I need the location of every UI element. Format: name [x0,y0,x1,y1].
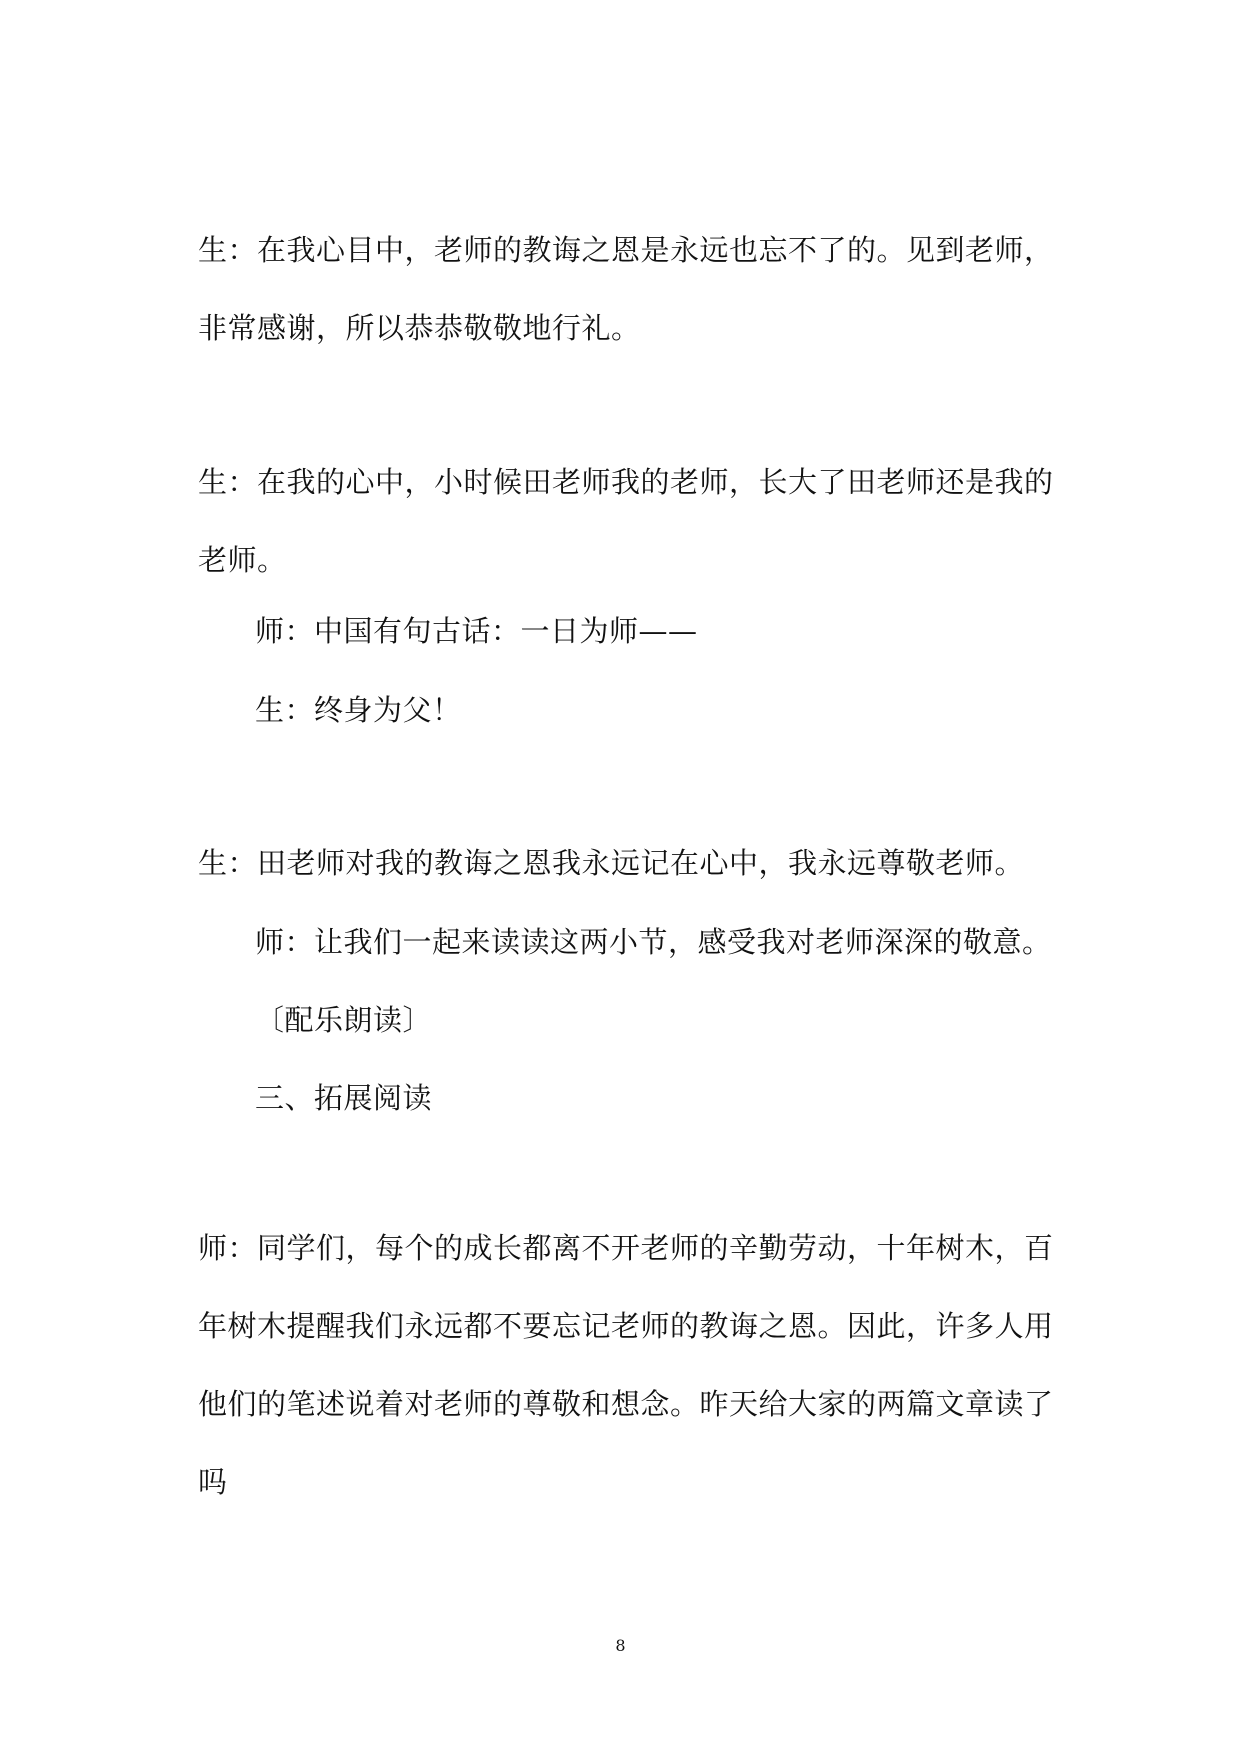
paragraph-1-line-1: 生：在我心目中，老师的教诲之恩是永远也忘不了的。见到老师， [198,233,1054,267]
paragraph-4-line-1: 生：终身为父！ [255,693,462,727]
page-number: 8 [615,1636,626,1655]
paragraph-7-line-1: 〔配乐朗读〕 [255,1003,433,1037]
paragraph-9-line-1: 师：同学们，每个的成长都离不开老师的辛勤劳动，十年树木，百 [198,1231,1054,1265]
paragraph-2-line-1: 生：在我的心中，小时候田老师我的老师，长大了田老师还是我的 [198,465,1054,499]
paragraph-9-line-4: 吗 [198,1465,228,1499]
paragraph-2-line-2: 老师。 [198,543,287,577]
paragraph-5-line-1: 生：田老师对我的教诲之恩我永远记在心中，我永远尊敬老师。 [198,846,1025,880]
section-heading: 三、拓展阅读 [255,1081,433,1115]
paragraph-3-line-1: 师：中国有句古话：一日为师—— [255,614,698,648]
paragraph-6-line-1: 师：让我们一起来读读这两小节，感受我对老师深深的敬意。 [255,925,1052,959]
paragraph-9-line-2: 年树木提醒我们永远都不要忘记老师的教诲之恩。因此，许多人用 [198,1309,1054,1343]
paragraph-9-line-3: 他们的笔述说着对老师的尊敬和想念。昨天给大家的两篇文章读了 [198,1387,1054,1421]
paragraph-1-line-2: 非常感谢，所以恭恭敬敬地行礼。 [198,311,641,345]
